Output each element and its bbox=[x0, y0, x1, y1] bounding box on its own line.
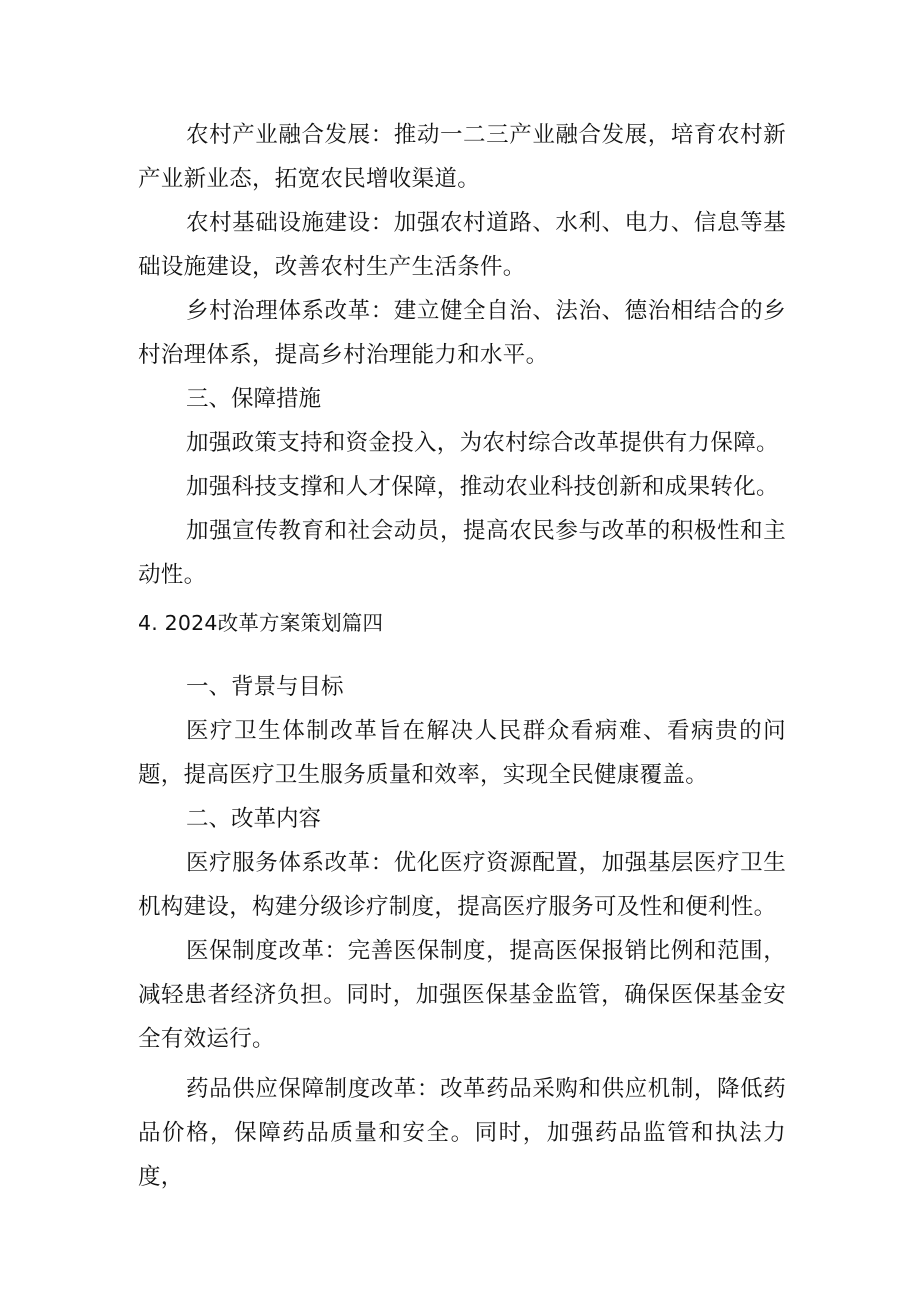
paragraph-rural-governance: 乡村治理体系改革：建立健全自治、法治、德治相结合的乡村治理体系，提高乡村治理能力和水平。 bbox=[138, 298, 786, 368]
heading-safeguards: 三、保障措施 bbox=[186, 386, 322, 412]
paragraph-safeguard-technology: 加强科技支撑和人才保障，推动农业科技创新和成果转化。 bbox=[186, 474, 779, 500]
section-spacer bbox=[138, 645, 786, 665]
paragraph-medical-insurance-reform: 医保制度改革：完善医保制度，提高医保报销比例和范围，减轻患者经济负担。同时，加强医保基金监管，确保医保基金安全有效运行。 bbox=[138, 938, 786, 1052]
heading-reform-content: 二、改革内容 bbox=[186, 806, 322, 832]
paragraph-rural-infrastructure: 农村基础设施建设：加强农村道路、水利、电力、信息等基础设施建设，改善农村生产生活条件。 bbox=[138, 210, 786, 280]
paragraph-drug-supply-reform: 药品供应保障制度改革：改革药品采购和供应机制，降低药品价格，保障药品质量和安全。同时，加强药品监管和执法力度， bbox=[138, 1076, 786, 1190]
section-title: 4. 2024改革方案策划篇四 bbox=[138, 611, 384, 635]
paragraph-safeguard-publicity: 加强宣传教育和社会动员，提高农民参与改革的积极性和主动性。 bbox=[138, 518, 786, 588]
document-body bbox=[138, 113, 786, 1199]
paragraph-rural-industry: 农村产业融合发展：推动一二三产业融合发展，培育农村新产业新业态，拓宽农民增收渠道。 bbox=[138, 122, 786, 192]
paragraph-background: 医疗卫生体制改革旨在解决人民群众看病难、看病贵的问题，提高医疗卫生服务质量和效率，实现全民健康覆盖。 bbox=[138, 718, 786, 788]
paragraph-medical-service-reform: 医疗服务体系改革：优化医疗资源配置，加强基层医疗卫生机构建设，构建分级诊疗制度，提高医疗服务可及性和便利性。 bbox=[138, 850, 786, 920]
heading-background: 一、背景与目标 bbox=[186, 674, 344, 700]
paragraph-safeguard-policy: 加强政策支持和资金投入，为农村综合改革提供有力保障。 bbox=[186, 430, 779, 456]
